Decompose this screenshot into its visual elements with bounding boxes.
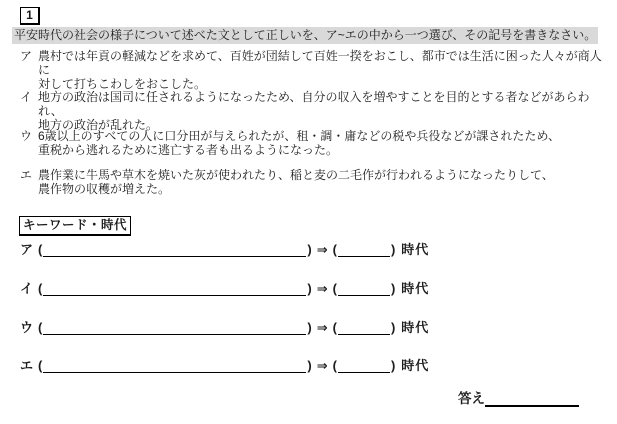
option-label: ア [20,49,33,63]
keyword-blank [43,359,306,373]
open-paren: ( [38,320,43,335]
option-text-line-1: 地方の政治は国司に任されるようになったため、自分の収入を増やすことを目的とする者などがあらわれ、 [38,90,590,118]
open-paren: ( [332,358,337,373]
answer-blank [485,391,579,407]
keyword-row-label: エ [20,358,34,373]
option-item-a [20,49,610,91]
era-blank [338,282,390,296]
era-blank [338,243,390,257]
option-text [38,49,610,91]
question-number-box: 1 [20,7,40,25]
close-paren: ) [390,320,396,335]
option-text-line-1: 6歳以上のすべての人に口分田が与えられたが、租・調・庸などの税や兵役などが課されたため、 [38,129,560,143]
keyword-blank [43,243,306,257]
option-item-d [20,168,610,196]
double-arrow-icon: ⇒ [316,358,328,373]
option-item-c [20,129,610,157]
era-blank [338,321,390,335]
era-suffix: 時代 [401,281,430,296]
keyword-row-label: イ [20,281,34,296]
open-paren: ( [38,281,43,296]
keyword-blank [43,321,306,335]
option-text-line-2: 地方の政治が乱れた。 [38,118,159,132]
close-paren: ) [307,320,312,335]
close-paren: ) [390,358,396,373]
open-paren: ( [332,281,337,296]
close-paren: ) [307,358,312,373]
open-paren: ( [332,320,337,335]
answer-row [458,391,579,407]
keyword-row-label: ウ [20,320,34,335]
option-label: エ [20,168,33,182]
answer-label: 答え [458,391,485,406]
close-paren: ) [307,242,312,257]
double-arrow-icon: ⇒ [316,242,328,257]
era-suffix: 時代 [401,320,430,335]
option-label: ウ [20,129,33,143]
close-paren: ) [307,281,312,296]
option-text-line-2: 対して打ちこわしをおこした。 [38,77,207,91]
keyword-section-header: キーワード・時代 [19,216,131,236]
option-text-line-1: 農作業に牛馬や草木を焼いた灰が使われたり、稲と麦の二毛作が行われるようになったりして、 [38,168,554,182]
keyword-row-b [20,281,429,296]
option-item-b [20,90,610,132]
close-paren: ) [390,242,396,257]
era-suffix: 時代 [401,358,430,373]
option-label: イ [20,90,33,104]
era-blank [338,359,390,373]
open-paren: ( [332,242,337,257]
double-arrow-icon: ⇒ [316,320,328,335]
close-paren: ) [390,281,396,296]
option-text-line-2: 重税から逃れるために逃亡する者も出るようになった。 [38,143,339,157]
open-paren: ( [38,358,43,373]
option-text [38,168,554,196]
open-paren: ( [38,242,43,257]
instruction-text: 平安時代の社会の様子について述べた文として正しいを、ア~エの中から一つ選び、その記号を書きなさい。 [14,28,597,42]
keyword-row-c [20,320,429,335]
option-text-line-1: 農村では年貢の軽減などを求めて、百姓が団結して百姓一揆をおこし、都市では生活に困った人々が商人に [38,49,602,77]
keyword-row-d [20,358,429,373]
keyword-blank [43,282,306,296]
double-arrow-icon: ⇒ [316,281,328,296]
era-suffix: 時代 [401,242,430,257]
option-text-line-2: 農作物の収穫が増えた。 [38,182,171,196]
option-text [38,90,610,132]
keyword-row-label: ア [20,242,34,257]
keyword-row-a [20,242,429,257]
option-text [38,129,560,157]
